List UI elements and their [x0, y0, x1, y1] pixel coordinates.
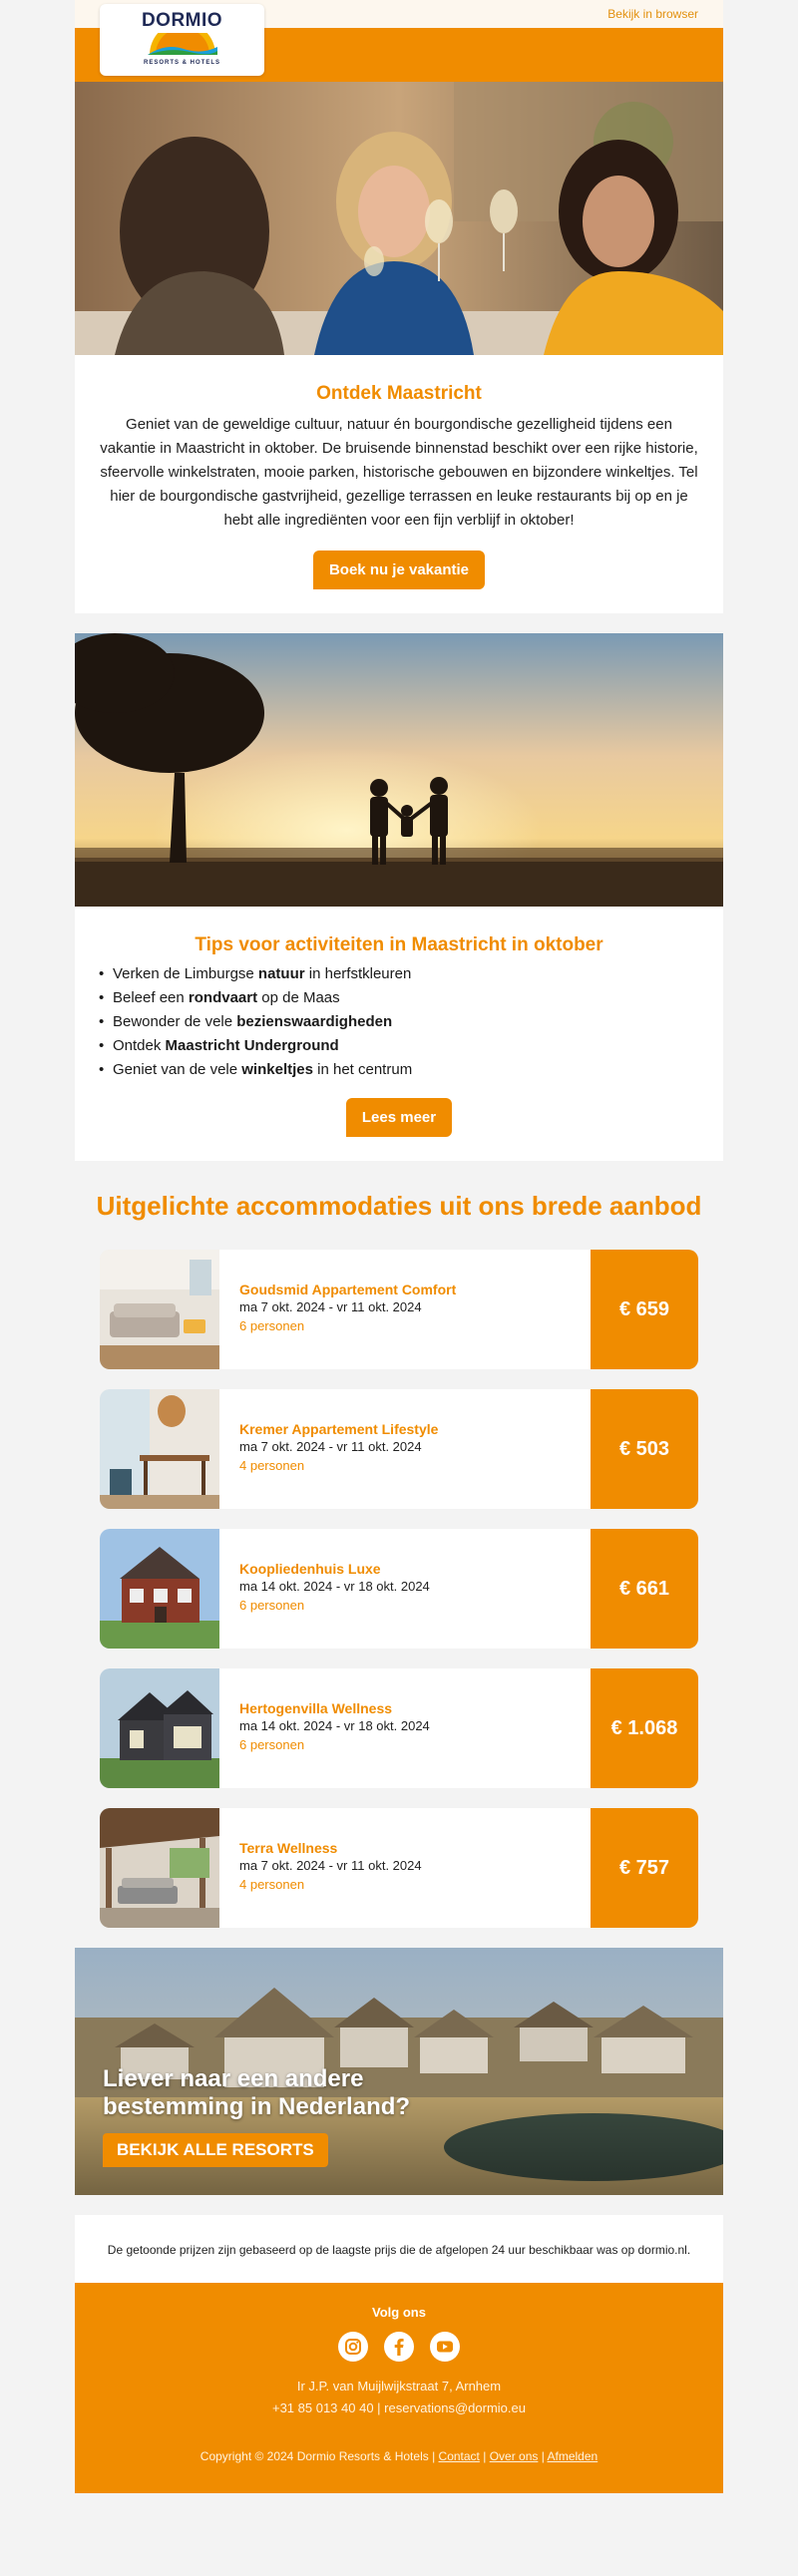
logo-subtitle: RESORTS & HOTELS [143, 60, 220, 66]
accommodation-people: 4 personen [239, 1458, 305, 1473]
intro-title: Ontdek Maastricht [316, 383, 482, 404]
accommodation-price[interactable]: € 1.068 [591, 1668, 698, 1788]
unsubscribe-link[interactable]: Afmelden [547, 2449, 598, 2463]
list-item: • Beleef een rondvaart op de Maas [113, 986, 703, 1010]
accommodation-card[interactable] [100, 1250, 698, 1369]
logo-title: DORMIO [141, 10, 223, 31]
list-item: • Bewonder de vele bezienswaardigheden [113, 1010, 703, 1034]
accommodation-dates: ma 14 okt. 2024 - vr 18 okt. 2024 [239, 1579, 430, 1594]
accommodation-price[interactable]: € 757 [591, 1808, 698, 1928]
email-address[interactable]: reservations@dormio.eu [384, 2400, 526, 2415]
accommodation-dates: ma 7 okt. 2024 - vr 11 okt. 2024 [239, 1439, 422, 1454]
contact-line: +31 85 013 40 40 | reservations@dormio.eu [271, 2400, 526, 2415]
accommodation-name[interactable]: Hertogenvilla Wellness [239, 1700, 393, 1716]
instagram-icon[interactable] [338, 2332, 368, 2362]
footer [75, 2283, 723, 2493]
accommodation-card[interactable] [100, 1529, 698, 1649]
banner-headline: Liever naar een andere bestemming in Nederland? [103, 2065, 411, 2120]
view-all-resorts-button[interactable]: BEKIJK ALLE RESORTS [103, 2133, 328, 2167]
accommodation-name[interactable]: Koopliedenhuis Luxe [239, 1561, 381, 1577]
accommodation-dates: ma 14 okt. 2024 - vr 18 okt. 2024 [239, 1718, 430, 1733]
intro-section [75, 355, 723, 613]
book-vacation-button[interactable]: Boek nu je vakantie [313, 551, 485, 589]
read-more-button[interactable]: Lees meer [346, 1098, 452, 1137]
youtube-icon[interactable] [430, 2332, 460, 2362]
dormio-logo[interactable] [100, 4, 264, 76]
accommodation-people: 6 personen [239, 1737, 305, 1752]
contact-link[interactable]: Contact [438, 2449, 480, 2463]
accommodation-dates: ma 7 okt. 2024 - vr 11 okt. 2024 [239, 1299, 422, 1314]
tips-title: Tips voor activiteiten in Maastricht in oktober [195, 934, 603, 955]
accommodation-people: 4 personen [239, 1877, 305, 1892]
email-container [75, 0, 723, 2513]
accommodation-photo [100, 1668, 219, 1788]
about-us-link[interactable]: Over ons [489, 2449, 539, 2463]
accommodation-dates: ma 7 okt. 2024 - vr 11 okt. 2024 [239, 1858, 422, 1873]
accommodation-people: 6 personen [239, 1598, 305, 1613]
follow-us-label: Volg ons [372, 2305, 426, 2320]
family-sunset-image [75, 633, 723, 907]
accommodation-price[interactable]: € 661 [591, 1529, 698, 1649]
copyright-line: Copyright © 2024 Dormio Resorts & Hotels | Contact | Over ons | Afmelden [200, 2449, 598, 2463]
facebook-icon[interactable] [384, 2332, 414, 2362]
price-disclaimer: De getoonde prijzen zijn gebaseerd op de laagste prijs die de afgelopen 24 uur beschikbaar was op dormio.nl. [75, 2215, 723, 2283]
social-links [95, 2332, 703, 2362]
accommodation-card[interactable] [100, 1389, 698, 1509]
list-item: • Verken de Limburgse natuur in herfstkleuren [113, 962, 703, 986]
company-address: Ir J.P. van Muijlwijkstraat 7, Arnhem [296, 2379, 502, 2393]
tips-section [75, 907, 723, 1161]
accommodation-card[interactable] [100, 1808, 698, 1928]
tips-list [95, 962, 703, 1082]
resorts-banner[interactable] [75, 1948, 723, 2195]
list-item: • Geniet van de vele winkeltjes in het centrum [113, 1058, 703, 1082]
hero-image [75, 82, 723, 355]
accommodation-name[interactable]: Kremer Appartement Lifestyle [239, 1421, 439, 1437]
accommodation-name[interactable]: Terra Wellness [239, 1840, 338, 1856]
accommodations-title: Uitgelichte accommodaties uit ons brede aanbod [96, 1191, 702, 1221]
accommodation-photo [100, 1250, 219, 1369]
logo-sun-icon [146, 33, 219, 55]
view-in-browser-link[interactable]: Bekijk in browser [607, 7, 698, 21]
phone-number[interactable]: +31 85 013 40 40 [271, 2400, 374, 2415]
accommodation-card[interactable] [100, 1668, 698, 1788]
accommodation-price[interactable]: € 659 [591, 1250, 698, 1369]
accommodation-name[interactable]: Goudsmid Appartement Comfort [239, 1282, 457, 1297]
intro-text: Geniet van de geweldige cultuur, natuur én bourgondische gezelligheid tijdens een vakantie in Maastricht in oktober. De bruisende binnenstad beschikt over een rijke historie, sfeervolle winkelstraten, mooie parken, historische gebouwen en bijzondere winkeltjes. Tel hier de bourgondische gastvrijheid, gezellige terrassen en leuke restaurants bij op en je hebt alle ingrediënten voor een fijn verblijf in oktober! [100, 416, 698, 529]
accommodation-people: 6 personen [239, 1318, 305, 1333]
accommodation-price[interactable]: € 503 [591, 1389, 698, 1509]
accommodation-photo [100, 1529, 219, 1649]
list-item: • Ontdek Maastricht Underground [113, 1034, 703, 1058]
accommodation-photo [100, 1389, 219, 1509]
accommodation-photo [100, 1808, 219, 1928]
